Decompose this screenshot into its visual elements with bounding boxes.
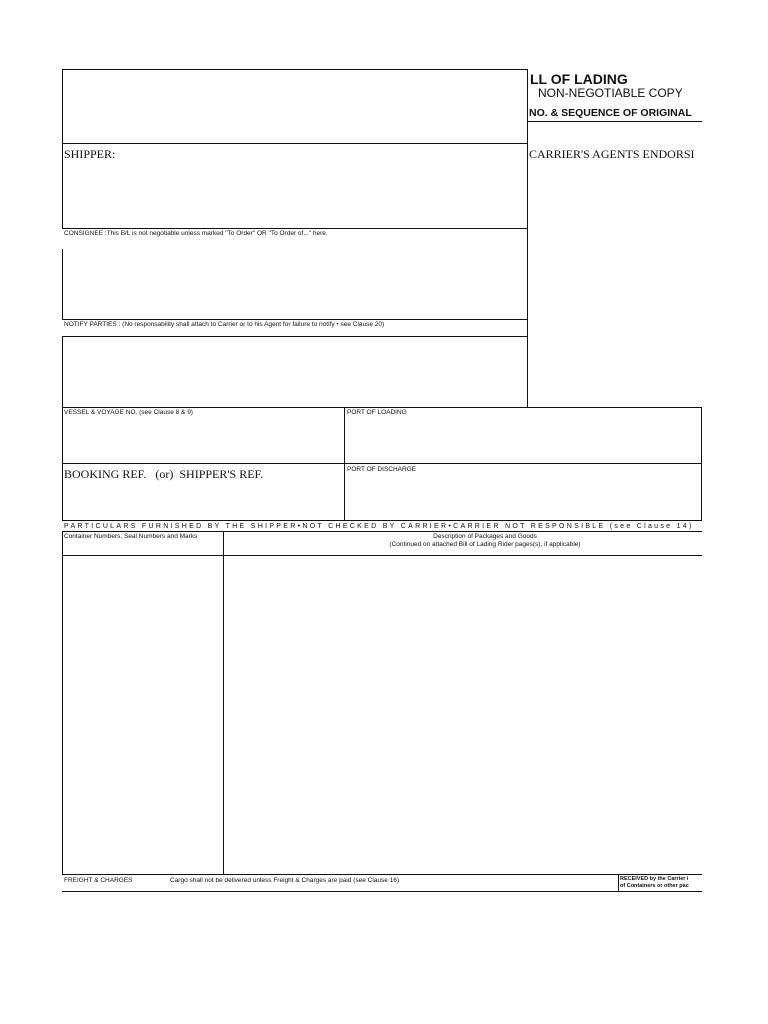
document-subtitle: NON-NEGOTIABLE COPY bbox=[538, 86, 683, 100]
description-header: Description of Packages and Goods bbox=[433, 533, 537, 540]
shipper-label: SHIPPER: bbox=[64, 147, 116, 161]
carrier-agents-label: CARRIER'S AGENTS ENDORSI bbox=[529, 147, 695, 161]
container-numbers-header: Container Numbers, Seal Numbers and Marks bbox=[64, 533, 198, 540]
port-of-loading-label: PORT OF LOADING bbox=[347, 409, 407, 416]
freight-charges-label: FREIGHT & CHARGES bbox=[64, 877, 133, 884]
description-note: (Continued on attached Bill of Lading Rider pages(s), if applicable) bbox=[389, 541, 581, 548]
vessel-voyage-label: VESSEL & VOYAGE NO. (see Clause 8 & 9) bbox=[64, 409, 193, 416]
notify-parties-label: NOTIFY PARTIES : (No responsability shall attach to Carrier or to his Agent for failure to notify • see Clause 20) bbox=[64, 321, 385, 328]
port-of-discharge-label: PORT OF DISCHARGE bbox=[347, 466, 417, 473]
freight-charges-note: Cargo shall not be delivered unless Freight & Charges are paid (see Clause 16) bbox=[170, 877, 400, 884]
consignee-label: CONSIGNEE :This B/L is not negotiable unless marked "To Order" OR "To Order of..." here. bbox=[64, 230, 328, 237]
document-title: LL OF LADING bbox=[530, 71, 628, 87]
particulars-banner: PARTICULARS FURNISHED BY THE SHIPPER•NOT CHECKED BY CARRIER•CARRIER NOT RESPONSIBLE (see Clause 14) bbox=[64, 523, 694, 530]
received-clause-line1: RECEIVED by the Carrier i bbox=[620, 876, 689, 882]
booking-ref-label: BOOKING REF. (or) SHIPPER'S REF. bbox=[64, 467, 264, 481]
originals-label: NO. & SEQUENCE OF ORIGINAL bbox=[529, 107, 692, 119]
received-clause-line2: of Containers or other pac bbox=[620, 883, 689, 889]
header-box bbox=[62, 69, 528, 144]
